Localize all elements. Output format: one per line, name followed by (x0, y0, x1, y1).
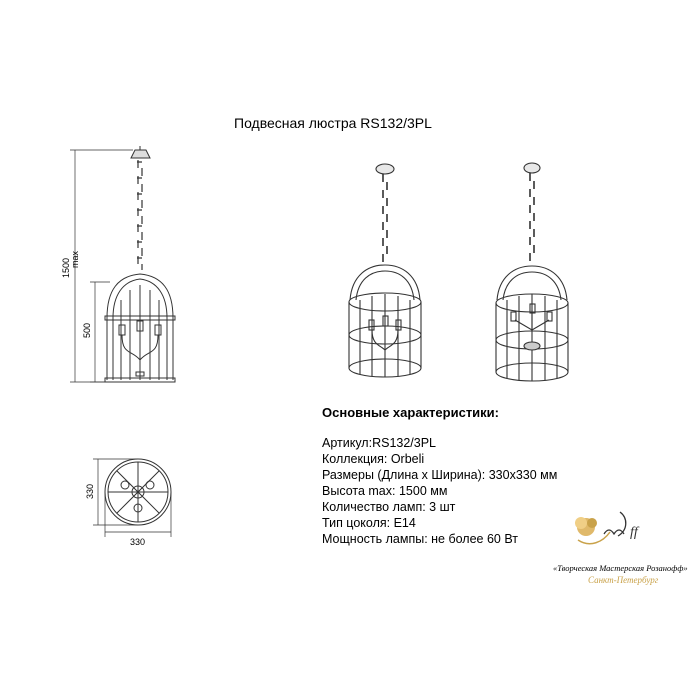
drawing-title: Подвесная люстра RS132/3PL (234, 115, 432, 131)
side-view (105, 146, 175, 382)
side-chain (137, 160, 142, 270)
perspective-view-2 (496, 163, 568, 381)
top-view (105, 459, 171, 525)
spec-row-collection: Коллекция: Orbeli (322, 452, 425, 466)
logo-caption-name: «Творческая Мастерская Розанофф» (553, 563, 688, 573)
spec-row-socket: Тип цоколя: E14 (322, 516, 416, 530)
dim-top-horizontal: 330 (130, 537, 146, 547)
dim-height-body: 500 (82, 322, 92, 338)
spec-row-dimensions: Размеры (Длина х Ширина): 330х330 мм (322, 468, 558, 482)
dim-height-note: max (70, 250, 80, 268)
logo-caption-city: Санкт-Петербург (588, 575, 659, 585)
perspective-view-1 (349, 164, 421, 377)
dim-top-vertical: 330 (85, 483, 95, 499)
rose-logo-icon (575, 512, 640, 544)
dim-height-total: 1500 (61, 257, 71, 278)
spec-row-power: Мощность лампы: не более 60 Вт (322, 532, 519, 546)
spec-row-height: Высота max: 1500 мм (322, 484, 448, 498)
specs-heading: Основные характеристики: (322, 405, 500, 420)
spec-row-lamp-count: Количество ламп: 3 шт (322, 500, 456, 514)
svg-text:ff: ff (630, 525, 638, 540)
spec-row-article: Артикул:RS132/3PL (322, 436, 437, 450)
specs-block (322, 405, 557, 547)
